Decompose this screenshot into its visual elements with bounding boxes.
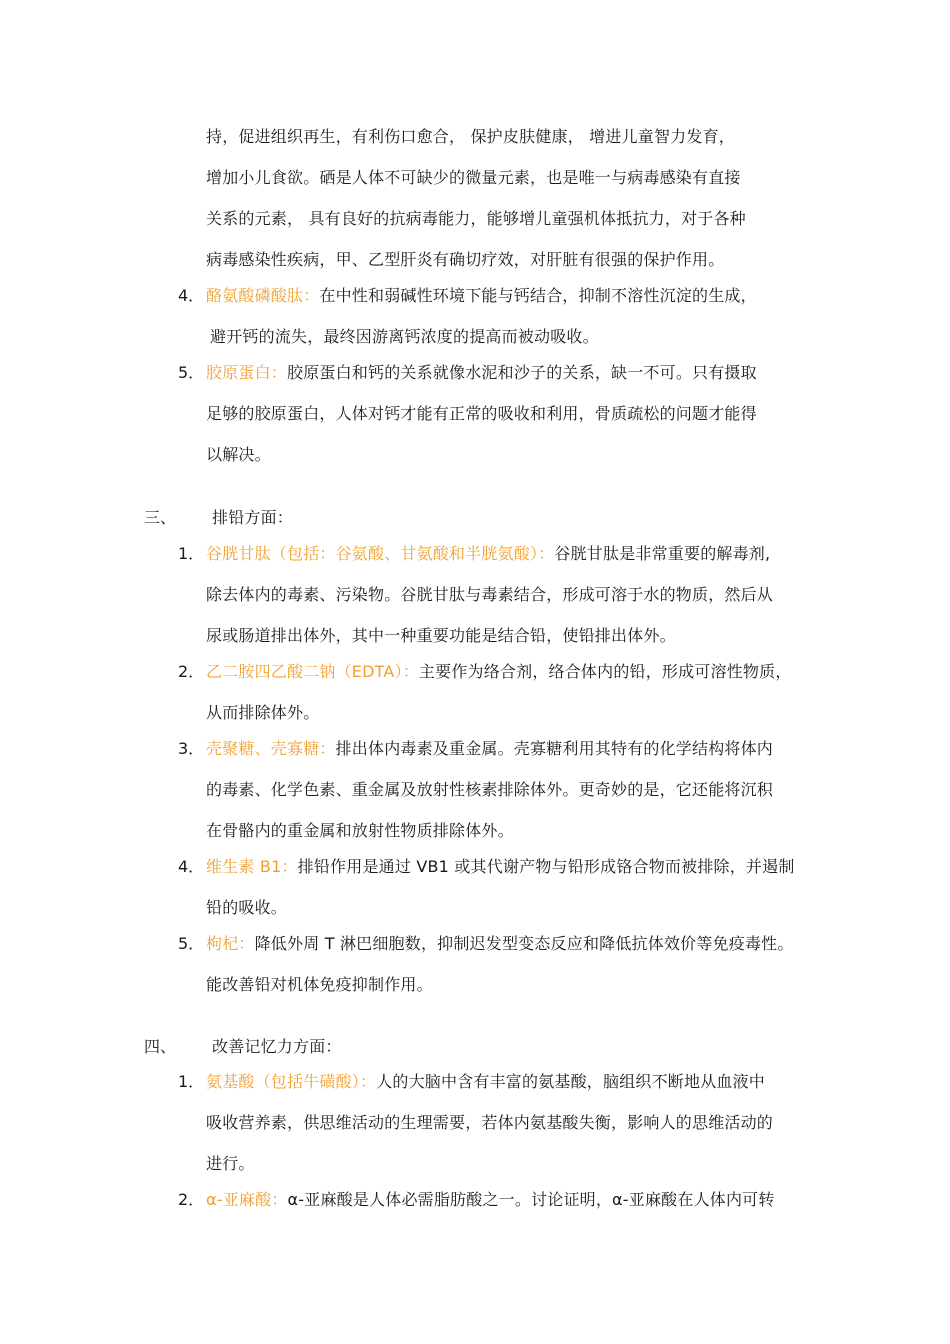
- paragraph-line: 的毒素、化学色素、重金属及放射性核素排除体外。更奇妙的是，它还能将沉积: [206, 780, 774, 799]
- list-item: [206, 1189, 775, 1211]
- list-item: [206, 856, 795, 878]
- paragraph-line: 从而排除体外。: [206, 703, 320, 722]
- item-term: 枸杞：: [206, 934, 255, 953]
- list-item: [206, 285, 757, 307]
- item-text: 降低外周 T 淋巴细胞数，抑制迟发型变态反应和降低抗体效价等免疫毒性。: [254, 934, 794, 953]
- paragraph-line: 除去体内的毒素、污染物。谷胱甘肽与毒素结合，形成可溶于水的物质，然后从: [206, 585, 774, 604]
- item-term: 壳聚糖、壳寡糖：: [206, 739, 336, 758]
- list-number: 1．: [178, 544, 205, 563]
- item-text: 排出体内毒素及重金属。壳寡糖利用其特有的化学结构将体内: [335, 739, 774, 758]
- section-title: 排铅方面：: [212, 508, 294, 527]
- paragraph-line: 进行。: [206, 1154, 255, 1173]
- paragraph-line: 以解决。: [206, 445, 271, 464]
- paragraph-line: 增加小儿食欲。硒是人体不可缺少的微量元素，也是唯一与病毒感染有直接: [206, 168, 741, 187]
- list-number: 2．: [178, 662, 205, 681]
- item-term: 维生素 B1：: [206, 857, 298, 876]
- paragraph-line: 持，促进组织再生，有利伤口愈合， 保护皮肤健康， 增进儿童智力发育，: [206, 127, 735, 146]
- paragraph-line: 能改善铅对机体免疫抑制作用。: [206, 975, 433, 994]
- item-term: 胶原蛋白：: [206, 363, 288, 382]
- list-item: [206, 1071, 765, 1093]
- paragraph-line: 铅的吸收。: [206, 898, 288, 917]
- paragraph-line: 足够的胶原蛋白，人体对钙才能有正常的吸收和利用，骨质疏松的问题才能得: [206, 404, 757, 423]
- paragraph-line: 避开钙的流失，最终因游离钙浓度的提高而被动吸收。: [210, 327, 599, 346]
- paragraph-line: 在骨骼内的重金属和放射性物质排除体外。: [206, 821, 514, 840]
- paragraph-line: 病毒感染性疾病，甲、乙型肝炎有确切疗效，对肝脏有很强的保护作用。: [206, 250, 725, 269]
- paragraph-line: 吸收营养素，供思维活动的生理需要，若体内氨基酸失衡，影响人的思维活动的: [206, 1113, 774, 1132]
- list-number: 4．: [178, 286, 205, 305]
- item-text: 在中性和弱碱性环境下能与钙结合，抑制不溶性沉淀的生成，: [319, 286, 757, 305]
- list-number: 5．: [178, 934, 205, 953]
- section-number: 三、: [144, 508, 177, 527]
- item-term: 乙二胺四乙酸二钠（EDTA）：: [206, 662, 419, 681]
- list-number: 2．: [178, 1190, 205, 1209]
- list-number: 5．: [178, 363, 205, 382]
- list-item: [206, 661, 792, 683]
- item-term: 氨基酸（包括牛磺酸）：: [206, 1072, 377, 1091]
- list-item: [206, 362, 757, 384]
- item-text: 胶原蛋白和钙的关系就像水泥和沙子的关系，缺一不可。只有摄取: [287, 363, 757, 382]
- item-text: α-亚麻酸是人体必需脂肪酸之一。讨论证明，α-亚麻酸在人体内可转: [287, 1190, 775, 1209]
- list-item: [206, 933, 794, 955]
- item-term: 谷胱甘肽（包括：谷氨酸、甘氨酸和半胱氨酸）：: [206, 544, 555, 563]
- section-title: 改善记忆力方面：: [212, 1037, 342, 1056]
- item-term: 酪氨酸磷酸肽：: [206, 286, 320, 305]
- paragraph-line: 尿或肠道排出体外，其中一种重要功能是结合铅，使铅排出体外。: [206, 626, 676, 645]
- paragraph-line: 关系的元素， 具有良好的抗病毒能力，能够增儿童强机体抵抗力，对于各种: [206, 209, 746, 228]
- list-number: 4．: [178, 857, 205, 876]
- list-number: 1．: [178, 1072, 205, 1091]
- item-text: 主要作为络合剂，络合体内的铅，形成可溶性物质，: [418, 662, 792, 681]
- item-text: 谷胱甘肽是非常重要的解毒剂,: [554, 544, 771, 563]
- list-item: [206, 738, 773, 760]
- section-number: 四、: [144, 1037, 177, 1056]
- item-term: α-亚麻酸：: [206, 1190, 288, 1209]
- item-text: 人的大脑中含有丰富的氨基酸，脑组织不断地从血液中: [376, 1072, 766, 1091]
- list-item: [206, 543, 770, 565]
- list-number: 3．: [178, 739, 205, 758]
- item-text: 排铅作用是通过 VB1 或其代谢产物与铅形成铬合物而被排除，并遏制: [297, 857, 795, 876]
